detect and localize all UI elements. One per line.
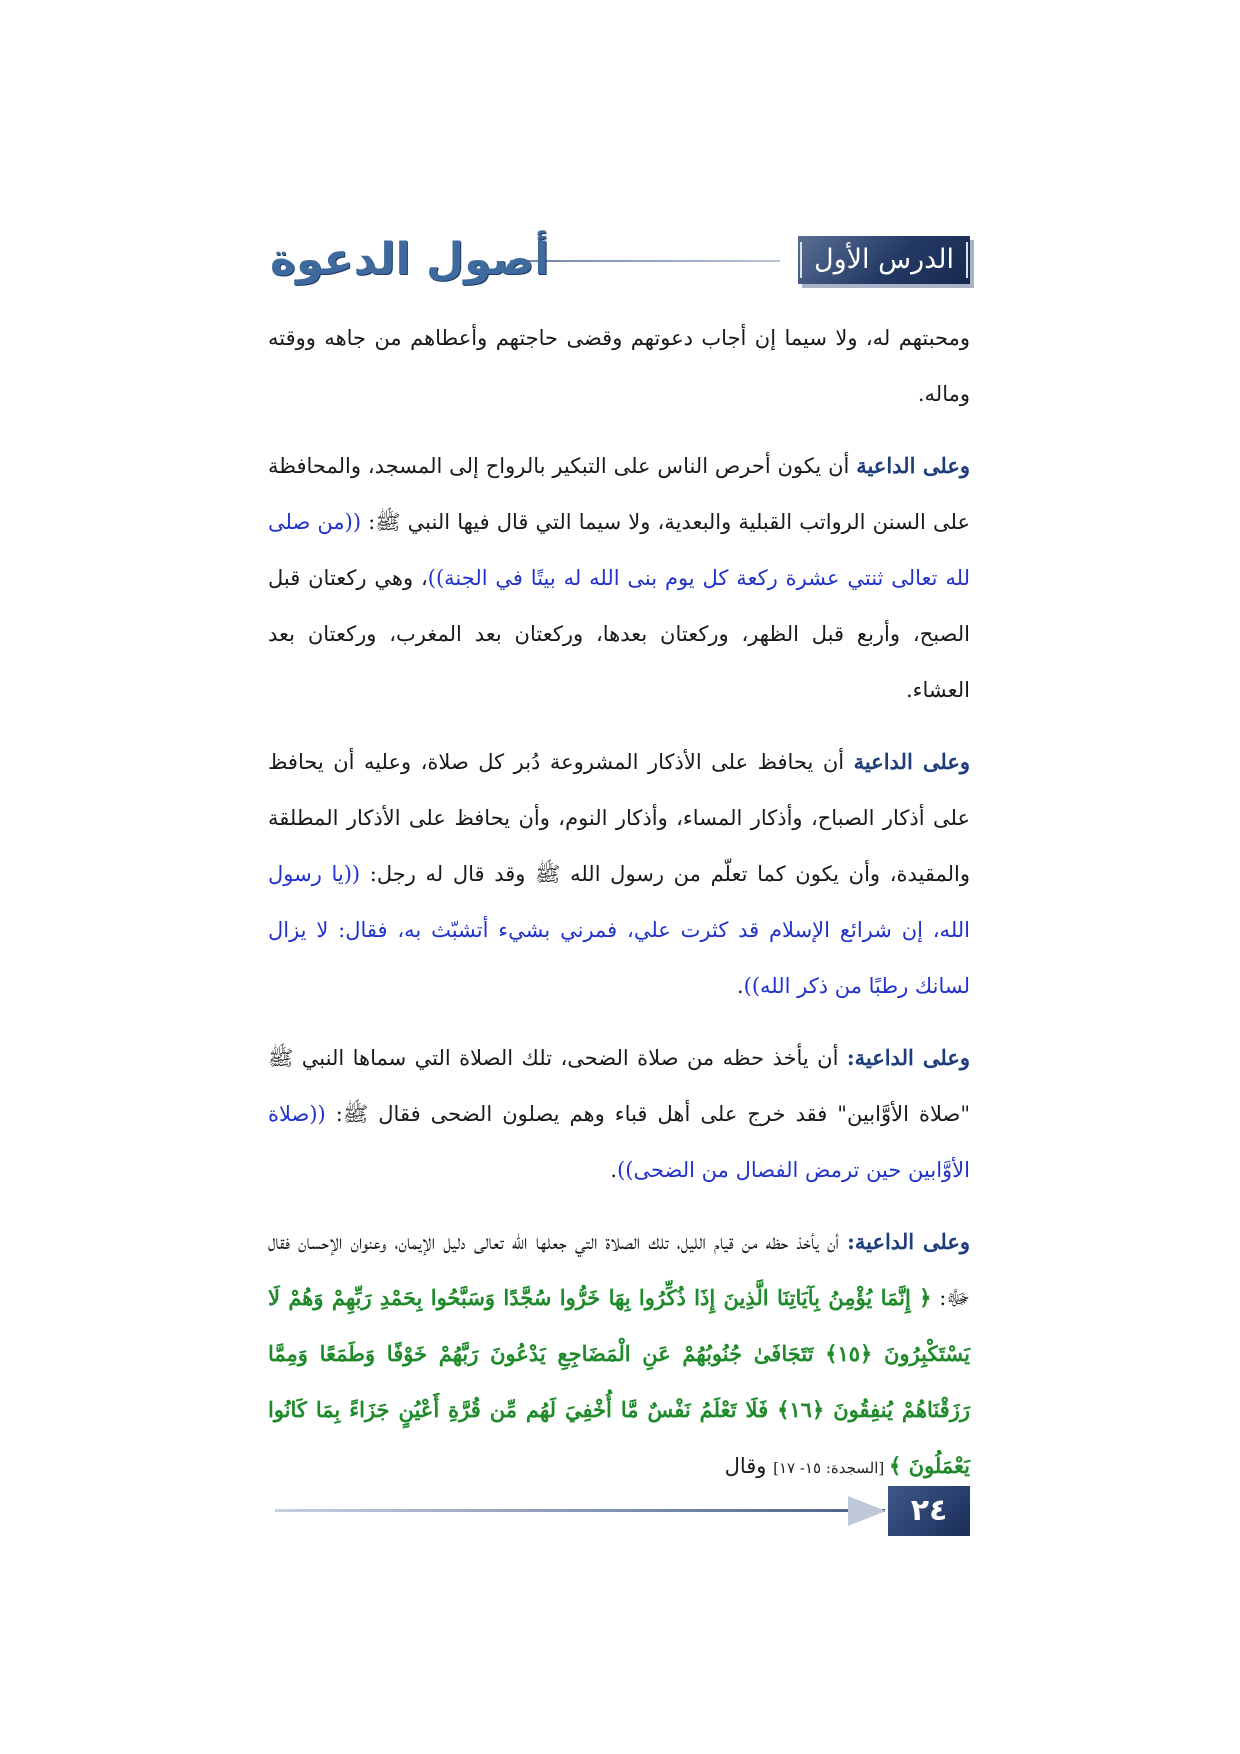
lesson-label-box bbox=[798, 236, 970, 284]
paragraph-tail: . bbox=[610, 1158, 618, 1182]
paragraph-4 bbox=[268, 1030, 970, 1198]
page-number: ٢٤ bbox=[888, 1486, 970, 1536]
paragraph-text: أن يأخذ حظه من قيام الليل، تلك الصلاة التي جعلها الله تعالى دليل الإيمان، وعنوان الإحسان فقال ﷻ: bbox=[268, 1230, 970, 1310]
footer-arrow-shape bbox=[848, 1496, 886, 1526]
page-body bbox=[268, 310, 970, 1512]
lesson-label: الدرس الأول bbox=[800, 242, 968, 278]
page-header bbox=[270, 232, 970, 288]
paragraph-text: أن يأخذ حظه من صلاة الضحى، تلك الصلاة التي سماها النبي ﷺ "صلاة الأوَّابين" فقد خرج على أهل قباء وهم يصلون الضحى فقال ﷺ: bbox=[268, 1046, 970, 1126]
hadith-quote: ((صلاة الأوَّابين حين ترمض الفصال من الضحى)) bbox=[268, 1102, 970, 1182]
paragraph-tail: . bbox=[736, 974, 744, 998]
paragraph-lead: وعلى الداعية: bbox=[846, 1045, 970, 1070]
book-title: أصول الدعوة bbox=[270, 234, 550, 285]
paragraph-tail: وقال bbox=[724, 1454, 774, 1478]
header-divider bbox=[510, 260, 780, 262]
hadith-quote: ((من صلى لله تعالى ثنتي عشرة ركعة كل يوم بنى الله له بيتًا في الجنة)) bbox=[268, 510, 970, 590]
verse-reference: [السجدة: ١٥- ١٧] bbox=[773, 1459, 890, 1477]
paragraph-lead: وعلى الداعية bbox=[856, 453, 971, 478]
paragraph-text: ومحبتهم له، ولا سيما إن أجاب دعوتهم وقضى حاجتهم وأعطاهم من جاهه ووقته وماله. bbox=[268, 326, 970, 406]
paragraph-lead: وعلى الداعية: bbox=[847, 1229, 970, 1254]
paragraph-1 bbox=[268, 310, 970, 422]
paragraph-5 bbox=[268, 1214, 970, 1496]
paragraph-tail: ، وهي ركعتان قبل الصبح، وأربع قبل الظهر، وركعتان بعدها، وركعتان بعد المغرب، وركعتان بعد العشاء. bbox=[268, 566, 970, 702]
footer-divider bbox=[275, 1509, 885, 1512]
hadith-quote: ((يا رسول الله، إن شرائع الإسلام قد كثرت علي، فمرني بشيء أتشبّث به، فقال: لا يزال لسانك رطبًا من ذكر الله)) bbox=[268, 862, 970, 998]
paragraph-3 bbox=[268, 734, 970, 1014]
paragraph-lead: وعلى الداعية bbox=[853, 749, 971, 774]
paragraph-text: أن يحافظ على الأذكار المشروعة دُبر كل صلاة، وعليه أن يحافظ على أذكار الصباح، وأذكار المساء، وأذكار النوم، وأن يحافظ على الأذكار المطلقة والمقيدة، وأن يكون كما تعلّم من رسول الله ﷺ وقد قال له رجل: bbox=[268, 750, 971, 886]
quran-verse: ﴿ إِنَّمَا يُؤْمِنُ بِآيَاتِنَا الَّذِينَ إِذَا ذُكِّرُوا بِهَا خَرُّوا سُجَّدًا وَسَبَّحُوا بِحَمْدِ رَبِّهِمْ وَهُمْ لَا يَسْتَكْبِرُونَ ﴿١٥﴾ تَتَجَافَىٰ جُنُوبُهُمْ عَنِ الْمَضَاجِعِ يَدْعُونَ رَبَّهُمْ خَوْفًا وَطَمَعًا وَمِمَّا رَزَقْنَاهُمْ يُنفِقُونَ ﴿١٦﴾ فَلَا تَعْلَمُ نَفْسٌ مَّا أُخْفِيَ لَهُم مِّن قُرَّةِ أَعْيُنٍ جَزَاءً بِمَا كَانُوا يَعْمَلُونَ ﴾ bbox=[268, 1285, 970, 1478]
paragraph-text: أن يكون أحرص الناس على التبكير بالرواح إلى المسجد، والمحافظة على السنن الرواتب القبلية والبعدية، ولا سيما التي قال فيها النبي ﷺ: bbox=[268, 454, 970, 534]
paragraph-2 bbox=[268, 438, 970, 718]
